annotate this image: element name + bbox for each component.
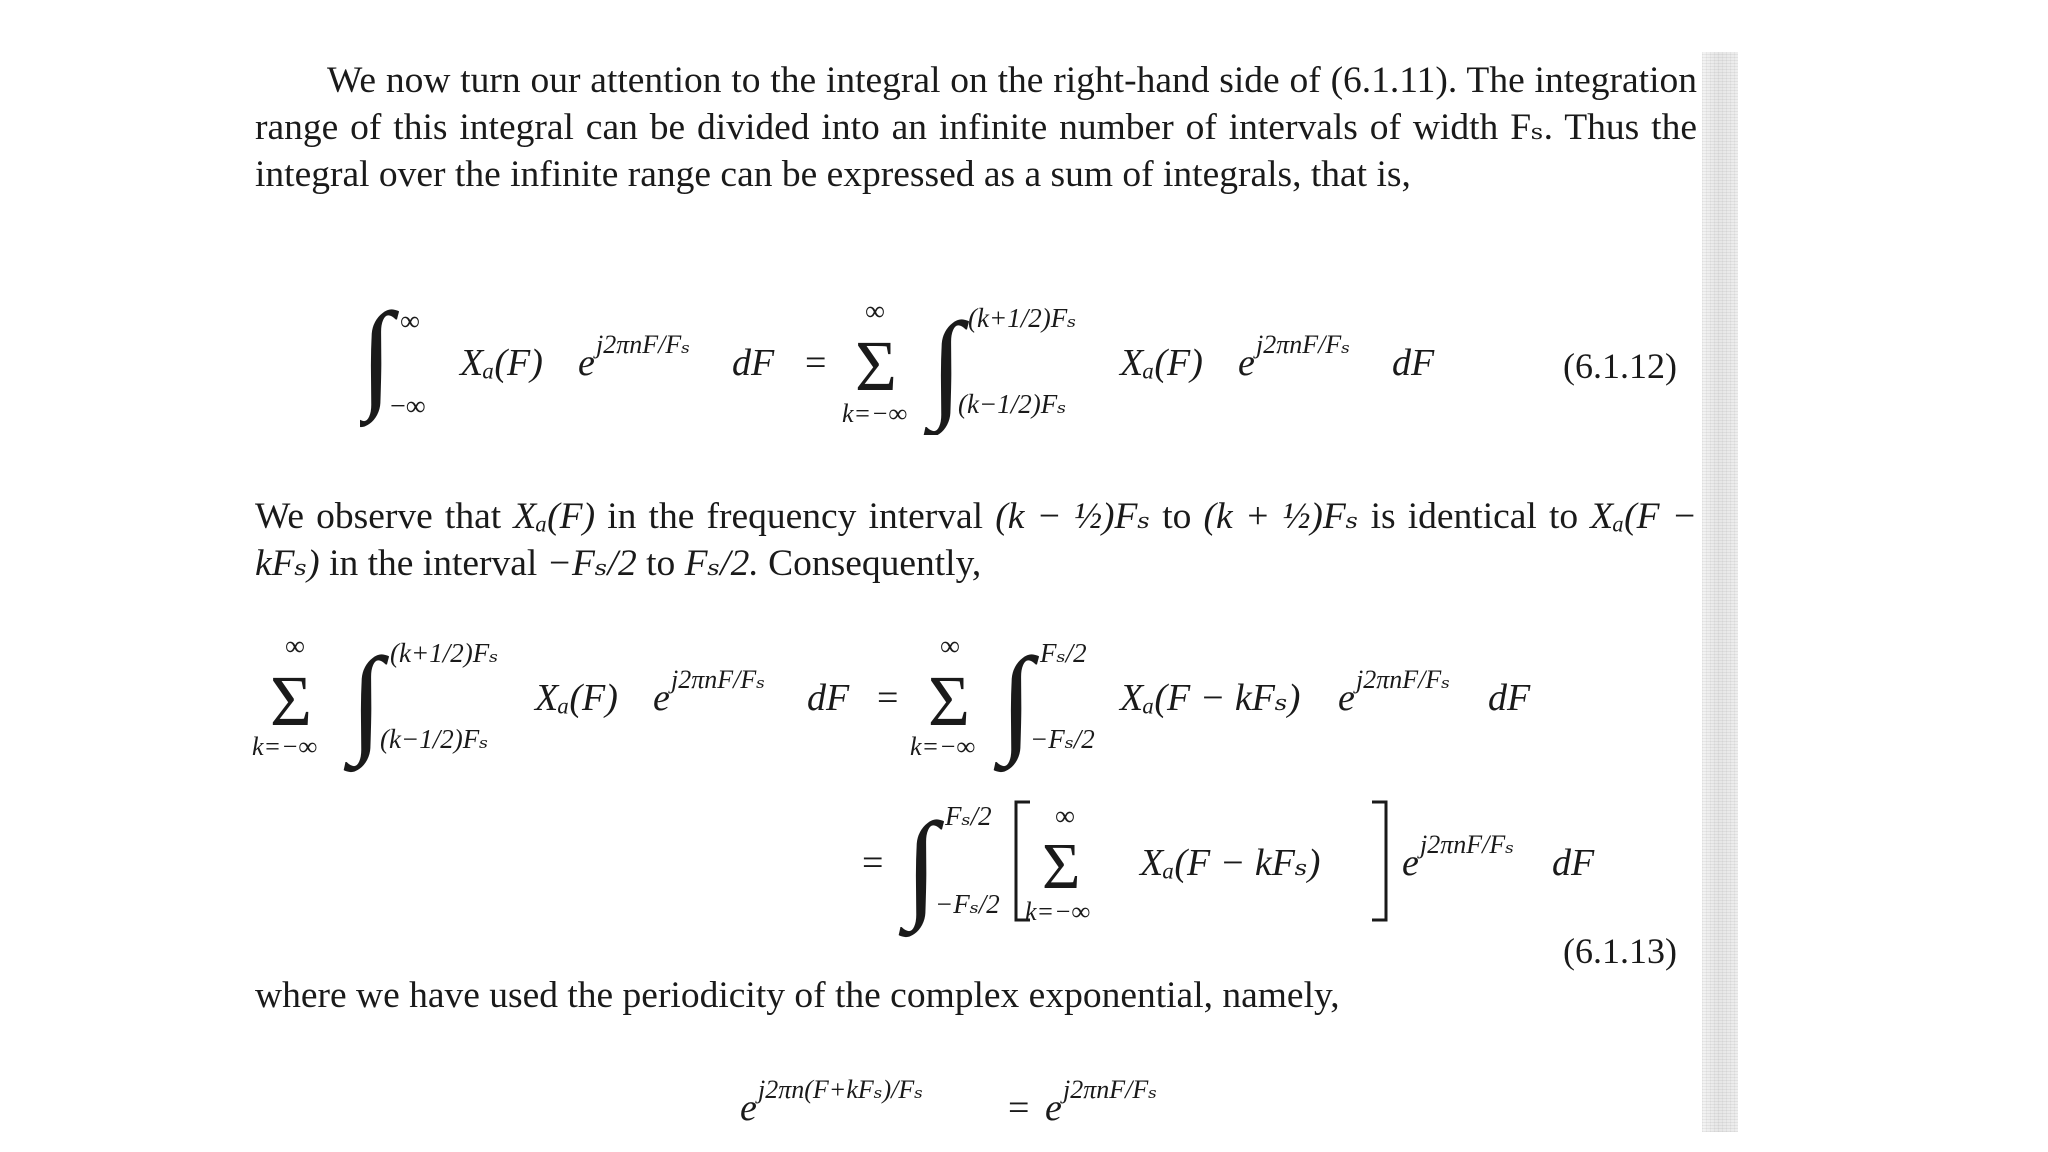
eq2-line1-exp-power: j2πnF/Fₛ [671, 665, 765, 694]
eq2-line2-int-lower: −Fₛ/2 [935, 889, 1000, 919]
identity-equals: = [1008, 1087, 1030, 1129]
obs-text-4: in the interval [329, 543, 538, 584]
eq2-line2-sum-sign: Σ [1042, 830, 1081, 903]
eq2-line1-exp-base: e [653, 677, 670, 719]
eq2-line1-sum-sign: Σ [270, 661, 312, 741]
identity-right-power: j2πnF/Fₛ [1063, 1075, 1157, 1104]
eq2-line1-Xa: Xₐ(F) [535, 677, 618, 719]
eq2-line2-exp-power: j2πnF/Fₛ [1420, 830, 1514, 859]
eq2-line1-equals: = [877, 677, 899, 719]
eq2-line2-sum-upper: ∞ [1055, 801, 1075, 832]
obs-range-upper: Fₛ/2. [684, 543, 759, 584]
eq2-line2-Xa: Xₐ(F − kFₛ) [1140, 842, 1321, 884]
eq2-line2-exp-base: e [1402, 842, 1419, 884]
exp-base: e [578, 342, 595, 384]
equals-sign: = [805, 342, 827, 384]
obs-text-3: is identical to [1370, 496, 1579, 537]
paragraph-periodicity [255, 972, 1697, 1019]
scanned-page-edge [1702, 52, 1738, 1132]
obs-range-lower: −Fₛ/2 [546, 543, 637, 584]
eq2-line2-right-bracket [1372, 802, 1386, 920]
obs-text-2: in the frequency interval [607, 496, 984, 537]
obs-interval-lower: (k − ½)Fₛ [995, 496, 1151, 537]
sum-lower-limit: k=−∞ [842, 399, 908, 428]
equation-number-6-1-12: (6.1.12) [1563, 346, 1677, 386]
identity-right-base: e [1045, 1087, 1062, 1129]
eq2-line1-rsum-lower: k=−∞ [910, 732, 976, 761]
eq2-line1-sum-lower: k=−∞ [252, 732, 318, 761]
eq2-line1-integral: ∫ [350, 633, 383, 766]
paragraph-periodicity-text: where we have used the periodicity of the complex exponential, namely, [255, 975, 1340, 1016]
paragraph-intro [255, 57, 1697, 198]
exp-power: j2πnF/Fₛ [596, 330, 690, 359]
paragraph-intro-text: We now turn our attention to the integral on the right-hand side of (6.1.11). The integration range of this integral can be divided into an infinite number of intervals of width Fₛ. Thus the integral over the infinite range can be expressed as a sum of integrals, that is, [255, 60, 1697, 195]
obs-Xa-shift: Xₐ(F − kFₛ) [255, 496, 1697, 584]
eq2-line1-int-upper: (k+1/2)Fₛ [390, 638, 499, 668]
integral-upper-limit: ∞ [400, 306, 420, 337]
obs-to-2: to [646, 543, 676, 584]
differential-right: dF [1392, 342, 1435, 384]
eq2-line2-dF: dF [1552, 842, 1595, 884]
equation-6-1-13 [240, 630, 1640, 950]
obs-Xa-F: Xₐ(F) [513, 496, 596, 537]
integrand-Xa-right: Xₐ(F) [1120, 342, 1203, 384]
eq2-line1-rsum-sign: Σ [928, 661, 970, 741]
eq2-line2-int-upper: Fₛ/2 [945, 801, 992, 831]
eq2-line1-rdF: dF [1488, 677, 1531, 719]
identity-left-base: e [740, 1087, 757, 1129]
integral-sign-right: ∫ [930, 298, 963, 431]
obs-text-5: Consequently, [768, 543, 982, 584]
eq2-line2-integral: ∫ [905, 798, 938, 931]
eq2-line1-rXa: Xₐ(F − kFₛ) [1120, 677, 1301, 719]
obs-to-1: to [1162, 496, 1192, 537]
eq2-line1-rint-lower: −Fₛ/2 [1030, 724, 1095, 754]
differential: dF [732, 342, 775, 384]
equation-number-6-1-13: (6.1.13) [1563, 931, 1677, 971]
eq2-line1-rint-upper: Fₛ/2 [1040, 638, 1087, 668]
periodicity-identity [740, 1060, 1240, 1140]
eq2-line1-sum-upper: ∞ [285, 631, 305, 662]
exp-power-right: j2πnF/Fₛ [1256, 330, 1350, 359]
exp-base-right: e [1238, 342, 1255, 384]
eq2-line2-equals: = [862, 842, 884, 884]
integral-lower-limit-right: (k−1/2)Fₛ [958, 389, 1067, 419]
integrand-Xa: Xₐ(F) [460, 342, 543, 384]
obs-text-1: We observe that [255, 496, 502, 537]
sum-sign: Σ [855, 326, 897, 406]
eq2-line1-rexp-base: e [1338, 677, 1355, 719]
integral-upper-limit-right: (k+1/2)Fₛ [968, 303, 1077, 333]
integral-lower-limit: −∞ [390, 391, 426, 422]
eq2-line1-rexp-power: j2πnF/Fₛ [1356, 665, 1450, 694]
sum-upper-limit: ∞ [865, 296, 885, 327]
eq2-line1-rsum-upper: ∞ [940, 631, 960, 662]
obs-interval-upper: (k + ½)Fₛ [1203, 496, 1359, 537]
eq2-line2-sum-lower: k=−∞ [1025, 897, 1091, 926]
eq2-line1-dF: dF [807, 677, 850, 719]
eq2-line1-int-lower: (k−1/2)Fₛ [380, 724, 489, 754]
eq2-line1-rintegral: ∫ [1000, 633, 1033, 766]
equation-6-1-12 [360, 295, 1520, 435]
paragraph-observation [255, 493, 1697, 587]
integral-sign: ∫ [360, 295, 393, 421]
identity-left-power: j2πn(F+kFₛ)/Fₛ [758, 1075, 924, 1104]
